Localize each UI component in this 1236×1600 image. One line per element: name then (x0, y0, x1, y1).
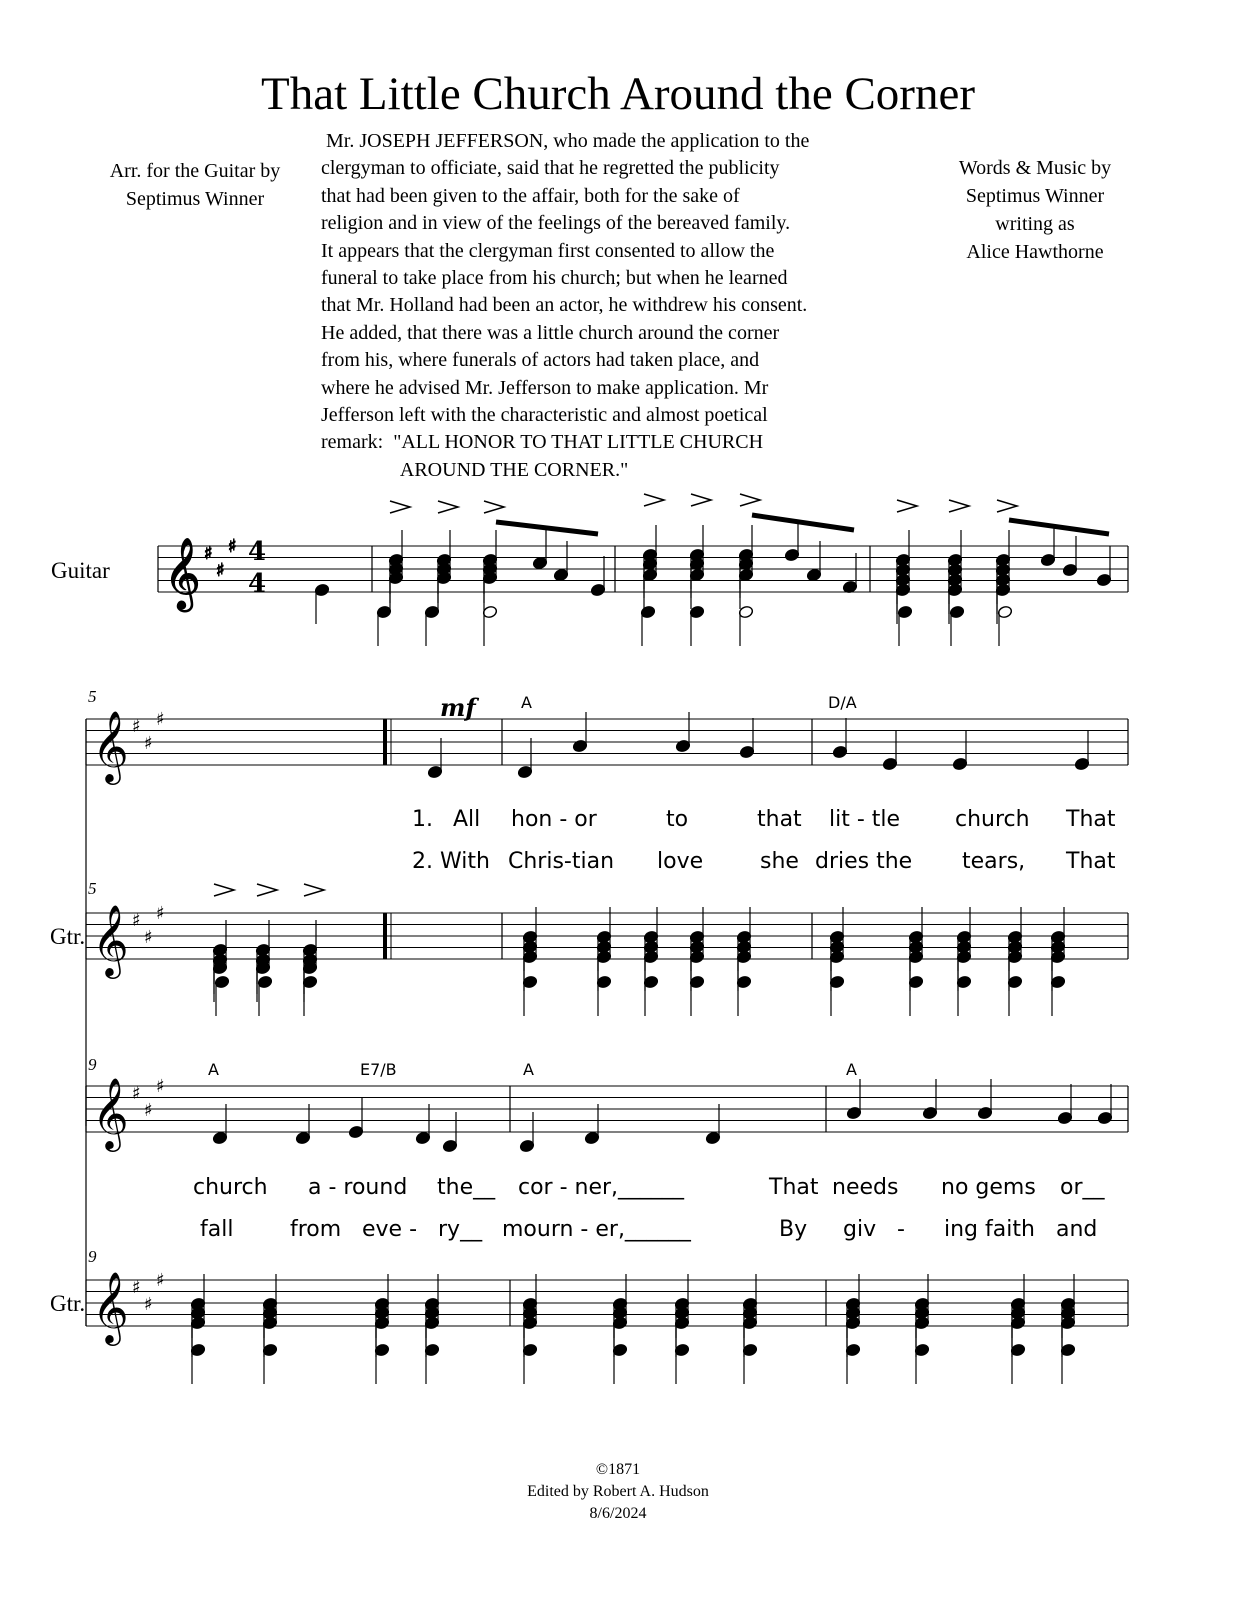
accent-mark (438, 501, 458, 513)
lyric-syllable: mourn - er,______ (502, 1217, 691, 1242)
lyrics-verse-1 (193, 1175, 1106, 1200)
credit-line: Words & Music by (958, 157, 1112, 179)
instrument-abbrev: Gtr. (50, 924, 86, 949)
beam (1009, 520, 1109, 534)
sharp-icon: ♯ (216, 560, 225, 581)
intro-line: where he advised Mr. Jefferson to make application. Mr (321, 376, 769, 399)
lyric-syllable: ing faith (944, 1217, 1035, 1242)
footer (0, 1459, 1236, 1525)
lyric-syllable: she (760, 849, 799, 874)
chord-symbol: A (521, 693, 532, 712)
lyric-syllable: and (1056, 1217, 1098, 1242)
accent-mark (740, 494, 760, 506)
lyric-syllable: a - round (308, 1175, 408, 1200)
credit-line: Septimus Winner (965, 185, 1105, 207)
intro-line: AROUND THE CORNER." (321, 458, 629, 481)
treble-clef-icon: 𝄞 (92, 709, 129, 782)
sharp-icon: ♯ (156, 709, 165, 730)
lyric-syllable: from (290, 1217, 342, 1242)
measure-number: 5 (88, 687, 97, 706)
chord-symbol: A (208, 1060, 219, 1079)
lyric-syllable: dries the (815, 849, 913, 874)
lyric-syllable: That (769, 1175, 819, 1200)
accent-mark (390, 501, 410, 513)
lyrics-verse-2 (200, 1217, 1097, 1242)
treble-clef-icon: 𝄞 (164, 536, 201, 609)
intro-line: clergyman to officiate, said that he regretted the publicity (321, 157, 780, 180)
accent-mark (949, 500, 969, 512)
lyric-syllable: that (757, 807, 802, 832)
lyric-syllable: church (955, 807, 1030, 832)
sharp-icon: ♯ (156, 1270, 165, 1291)
arranger-line: Arr. for the Guitar by (109, 160, 281, 182)
staff-guitar-system-3 (86, 1270, 1128, 1346)
chord-symbol: A (523, 1060, 534, 1079)
lyric-syllable: ry__ (438, 1217, 483, 1242)
intro-line: that Mr. Holland had been an actor, he withdrew his consent. (321, 294, 808, 317)
credit-line: Alice Hawthorne (966, 241, 1104, 263)
treble-clef-icon: 𝄞 (92, 903, 129, 976)
measure-number: 5 (88, 879, 97, 898)
chord-symbol: D/A (828, 693, 857, 712)
page-title: That Little Church Around the Corner (261, 68, 975, 120)
accent-mark (484, 501, 504, 513)
lyric-syllable: Chris-tian (508, 849, 615, 874)
lyric-syllable: That (1066, 849, 1116, 874)
lyric-syllable: eve - (362, 1217, 418, 1242)
sharp-icon: ♯ (144, 1100, 153, 1121)
accent-mark (897, 500, 917, 512)
accent-mark (304, 884, 324, 896)
chord-symbol: E7/B (360, 1060, 397, 1079)
editor-credit: Edited by Robert A. Hudson (527, 1483, 709, 1500)
sharp-icon: ♯ (132, 910, 141, 931)
sharp-icon: ♯ (228, 536, 237, 557)
lyric-syllable: By (779, 1217, 808, 1242)
copyright: ©1871 (595, 1461, 641, 1478)
lyric-syllable: the__ (437, 1175, 496, 1200)
treble-clef-icon: 𝄞 (92, 1270, 129, 1343)
chord-symbol: A (846, 1060, 857, 1079)
arranger-line: Septimus Winner (125, 188, 265, 210)
staff-system-1 (158, 536, 1128, 612)
instrument-abbrev: Gtr. (50, 1291, 86, 1316)
instrument-name: Guitar (51, 558, 110, 583)
note-glyphs (190, 494, 1113, 1384)
lyric-syllable: giv (843, 1217, 877, 1242)
sharp-icon: ♯ (144, 1294, 153, 1315)
sharp-icon: ♯ (156, 903, 165, 924)
intro-line: It appears that the clergyman first consented to allow the (321, 239, 775, 262)
intro-line: funeral to take place from his church; but when he learned (321, 267, 788, 290)
lyric-syllable: lit - tle (829, 807, 901, 832)
intro-line: Mr. JOSEPH JEFFERSON, who made the application to the (321, 130, 810, 152)
intro-line: from his, where funerals of actors had taken place, and (321, 349, 760, 372)
lyric-syllable: or__ (1060, 1175, 1105, 1200)
lyric-syllable: no gems (941, 1175, 1036, 1200)
beam (496, 522, 598, 534)
sharp-icon: ♯ (156, 1076, 165, 1097)
lyric-syllable: All (453, 807, 481, 832)
accent-mark (997, 500, 1017, 512)
lyric-syllable: 1. (412, 807, 433, 832)
lyric-syllable: hon - or (511, 807, 597, 832)
lyric-syllable: tears, (962, 849, 1026, 874)
time-signature-bottom: 4 (248, 569, 267, 599)
lyric-syllable: That (1066, 807, 1116, 832)
accent-mark (257, 884, 277, 896)
lyric-syllable: fall (200, 1217, 234, 1242)
measure-number: 9 (88, 1247, 97, 1266)
accent-mark (214, 884, 234, 896)
beam (752, 515, 854, 530)
lyric-syllable: - (897, 1217, 905, 1242)
sharp-icon: ♯ (132, 716, 141, 737)
treble-clef-icon: 𝄞 (92, 1076, 129, 1149)
accent-mark (644, 494, 664, 506)
lyric-syllable: cor - ner,______ (518, 1175, 685, 1200)
lyric-syllable: needs (832, 1175, 899, 1200)
intro-line: religion and in view of the feelings of the bereaved family. (321, 212, 791, 235)
intro-line: that had been given to the affair, both for the sake of (321, 184, 740, 207)
lyrics-verse-2 (412, 849, 1116, 874)
sharp-icon: ♯ (132, 1083, 141, 1104)
intro-line: He added, that there was a little church around the corner (321, 321, 780, 344)
accent-mark (691, 494, 711, 506)
edit-date: 8/6/2024 (589, 1505, 647, 1522)
intro-line: Jefferson left with the characteristic and almost poetical (321, 404, 768, 427)
staff-vocal-system-3 (86, 1076, 1128, 1152)
intro-line: remark: "ALL HONOR TO THAT LITTLE CHURCH (321, 431, 764, 454)
sharp-icon: ♯ (144, 927, 153, 948)
lyric-syllable: church (193, 1175, 268, 1200)
measure-number: 9 (88, 1055, 97, 1074)
lyric-syllable: love (657, 849, 704, 874)
lyric-syllable: 2. With (412, 849, 490, 874)
sharp-icon: ♯ (144, 733, 153, 754)
sharp-icon: ♯ (204, 543, 213, 564)
lyric-syllable: to (666, 807, 689, 832)
lyrics-verse-1 (412, 807, 1116, 832)
dynamic-mark: mf (440, 693, 476, 722)
credit-line: writing as (995, 213, 1075, 235)
sharp-icon: ♯ (132, 1277, 141, 1298)
time-signature-top: 4 (248, 537, 267, 567)
